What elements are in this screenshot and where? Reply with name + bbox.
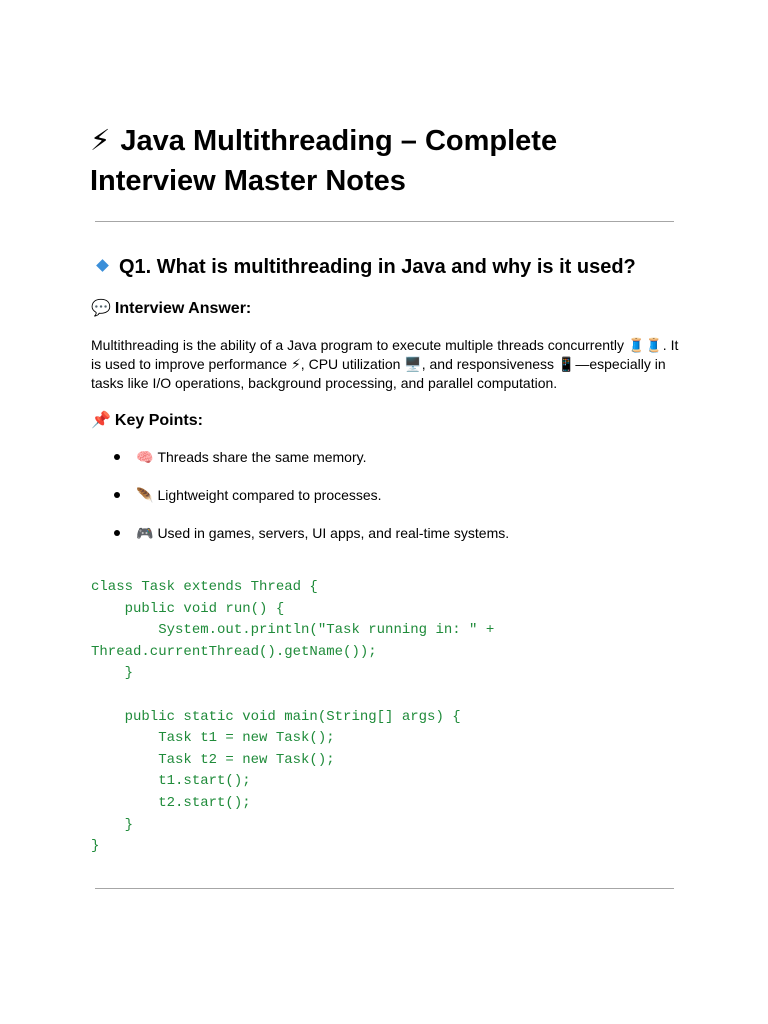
list-item-text: Lightweight compared to processes. bbox=[157, 487, 382, 503]
question-heading bbox=[98, 253, 698, 281]
bullet-dot bbox=[114, 454, 120, 460]
code-line: Task t2 = new Task(); bbox=[91, 751, 335, 768]
code-line: public static void main(String[] args) { bbox=[91, 708, 461, 725]
bullet-dot bbox=[114, 530, 120, 536]
pushpin-icon: 📌 bbox=[91, 412, 111, 429]
lightning-icon: ⚡ bbox=[90, 125, 111, 157]
speech-bubble-icon: 💬 bbox=[91, 300, 111, 317]
answer-heading bbox=[91, 298, 251, 320]
code-line: public void run() { bbox=[91, 600, 285, 617]
feather-icon: 🪶 bbox=[136, 487, 154, 503]
list-item bbox=[114, 448, 509, 486]
code-line: class Task extends Thread { bbox=[91, 579, 318, 595]
code-line: } bbox=[91, 665, 134, 682]
key-points-heading bbox=[91, 410, 203, 432]
list-item bbox=[114, 524, 509, 562]
code-line: } bbox=[91, 816, 134, 833]
brain-icon: 🧠 bbox=[136, 449, 154, 465]
document-title-text: Java Multithreading – Complete Interview Master Notes bbox=[90, 125, 558, 197]
game-controller-icon: 🎮 bbox=[136, 525, 154, 541]
answer-heading-text: Interview Answer: bbox=[114, 300, 252, 317]
blue-diamond-icon bbox=[96, 259, 109, 272]
horizontal-divider-top bbox=[95, 221, 674, 222]
list-item bbox=[114, 486, 509, 524]
list-item-text: Used in games, servers, UI apps, and real-time systems. bbox=[157, 525, 510, 541]
answer-paragraph: Multithreading is the ability of a Java program to execute multiple threads concurrently 🧵🧵. It is used to improve performance ⚡, CPU utilization 🖥️, and responsiveness 📱—especially in tasks like I/O operations, background processing, and parallel computation. bbox=[91, 337, 679, 391]
bullet-dot bbox=[114, 492, 120, 498]
code-line: Task t1 = new Task(); bbox=[91, 730, 335, 747]
horizontal-divider-bottom bbox=[95, 888, 674, 889]
code-line: System.out.println("Task running in: " + bbox=[91, 622, 495, 639]
code-line: t2.start(); bbox=[91, 794, 251, 811]
document-title bbox=[90, 121, 690, 201]
question-heading-text: Q1. What is multithreading in Java and why is it used? bbox=[119, 256, 636, 278]
list-item-text: Threads share the same memory. bbox=[157, 449, 367, 465]
code-line: } bbox=[91, 838, 100, 855]
key-points-heading-text: Key Points: bbox=[114, 412, 203, 429]
code-line: Thread.currentThread().getName()); bbox=[91, 643, 377, 660]
code-line: t1.start(); bbox=[91, 773, 251, 790]
code-block bbox=[91, 577, 494, 858]
key-points-list bbox=[114, 448, 509, 562]
